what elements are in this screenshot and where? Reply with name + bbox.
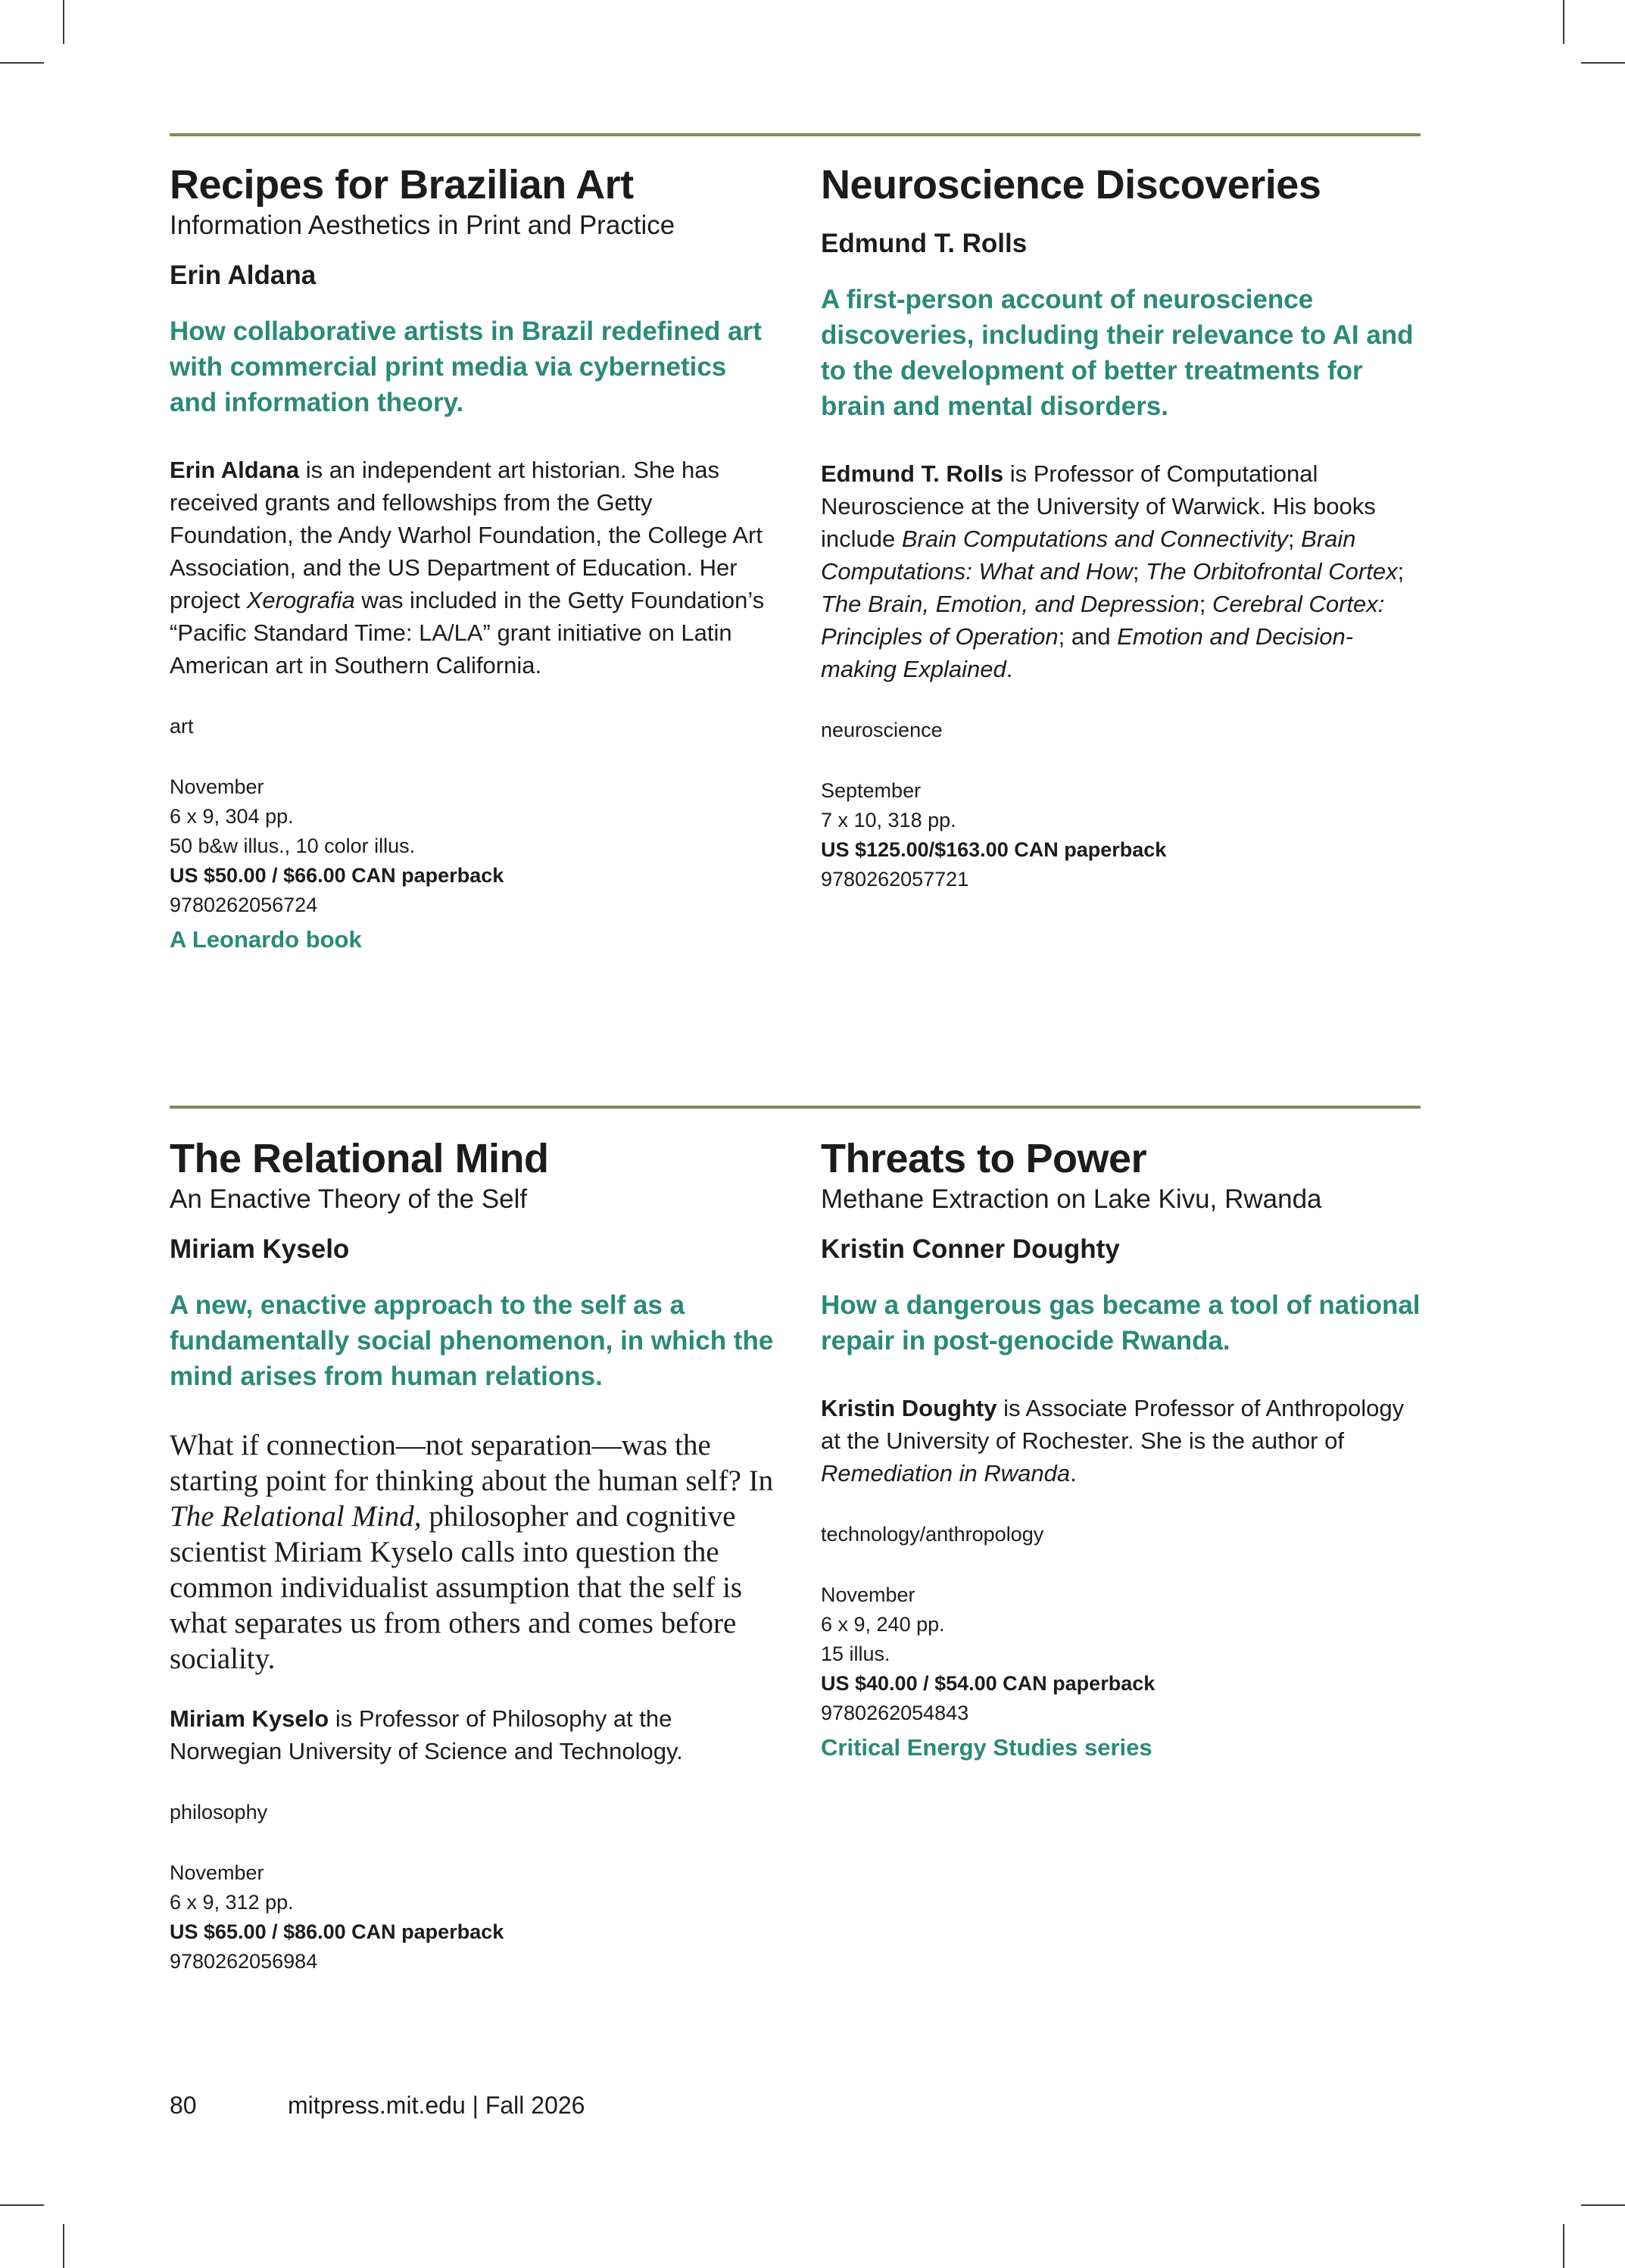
subject-category: philosophy bbox=[170, 1801, 268, 1823]
price: US $50.00 / $66.00 CAN paperback bbox=[170, 864, 504, 887]
isbn: 9780262056984 bbox=[170, 1950, 318, 1973]
bio-title: Emotion and Decision-making Explained bbox=[821, 623, 1354, 682]
crop-mark bbox=[1581, 62, 1625, 64]
pub-month: November bbox=[821, 1583, 915, 1606]
book-author: Kristin Conner Doughty bbox=[821, 1234, 1120, 1264]
book-title: The Relational Mind bbox=[170, 1136, 549, 1181]
bio-text: was included in the Getty Foundation’s “Pacific Standard Time: LA/LA” grant initiative on Latin American art in Southern California. bbox=[170, 587, 765, 679]
page-number: 80 bbox=[170, 2092, 197, 2119]
trim-size-pages: 6 x 9, 240 pp. bbox=[821, 1613, 945, 1636]
bio-text: ; bbox=[1199, 591, 1212, 617]
trim-size-pages: 6 x 9, 304 pp. bbox=[170, 805, 294, 828]
subject-category: neuroscience bbox=[821, 719, 943, 741]
footer-site-link[interactable]: mitpress.mit.edu | Fall 2026 bbox=[288, 2092, 585, 2119]
pub-month: September bbox=[821, 779, 922, 802]
book-tagline: How collaborative artists in Brazil redefined art with commercial print media via cybernetics and information theory. bbox=[170, 317, 762, 417]
book-tagline: A first-person account of neuroscience discoveries, including their relevance to AI and to the development of better treatments for brain and mental disorders. bbox=[821, 285, 1414, 421]
bio-text: . bbox=[1006, 656, 1013, 682]
book-subtitle: Methane Extraction on Lake Kivu, Rwanda bbox=[821, 1184, 1322, 1214]
series-link[interactable]: A Leonardo book bbox=[170, 926, 362, 953]
illustrations: 15 illus. bbox=[821, 1643, 890, 1665]
illustrations: 50 b&w illus., 10 color illus. bbox=[170, 835, 416, 857]
crop-mark bbox=[1563, 2224, 1564, 2268]
bio-title: Remediation in Rwanda bbox=[821, 1460, 1071, 1487]
bio-text: ; bbox=[1132, 558, 1146, 585]
series-link[interactable]: Critical Energy Studies series bbox=[821, 1734, 1152, 1761]
subject-category: technology/anthropology bbox=[821, 1523, 1044, 1546]
bio-title: Cerebral Cortex: Principles of Operation bbox=[821, 591, 1385, 650]
trim-size-pages: 7 x 10, 318 pp. bbox=[821, 809, 956, 831]
book-entry bbox=[821, 1136, 1427, 1763]
bio-text: is Professor of Philosophy at the Norwegian University of Science and Technology. bbox=[170, 1705, 683, 1764]
author-bio bbox=[170, 454, 775, 682]
description-title: The Relational Mind, bbox=[170, 1500, 422, 1533]
bio-title: The Brain, Emotion, and Depression bbox=[821, 591, 1199, 617]
isbn: 9780262054843 bbox=[821, 1702, 969, 1724]
bio-title: Brain Computations and Connectivity bbox=[901, 526, 1288, 552]
price: US $40.00 / $54.00 CAN paperback bbox=[821, 1672, 1156, 1695]
crop-mark bbox=[63, 2224, 64, 2268]
price: US $125.00/$163.00 CAN paperback bbox=[821, 838, 1167, 861]
trim-size-pages: 6 x 9, 312 pp. bbox=[170, 1891, 294, 1914]
bio-author-name: Edmund T. Rolls bbox=[821, 460, 1004, 487]
isbn: 9780262057721 bbox=[821, 868, 969, 891]
bio-author-name: Miriam Kyselo bbox=[170, 1705, 329, 1732]
author-bio bbox=[170, 1702, 775, 1767]
book-subtitle: Information Aesthetics in Print and Practice bbox=[170, 211, 675, 240]
bio-text: is Professor of Computational Neuroscience at the University of Warwick. His books include bbox=[821, 460, 1376, 552]
bio-author-name: Erin Aldana bbox=[170, 457, 300, 483]
book-tagline: A new, enactive approach to the self as a fundamentally social phenomenon, in which the mind arises from human relations. bbox=[170, 1290, 774, 1391]
bio-text: is Associate Professor of Anthropology at the University of Rochester. She is the author of bbox=[821, 1395, 1405, 1454]
crop-mark bbox=[0, 62, 44, 64]
crop-mark bbox=[1563, 0, 1564, 44]
bio-text: ; bbox=[1397, 558, 1405, 585]
price: US $65.00 / $86.00 CAN paperback bbox=[170, 1920, 504, 1943]
crop-mark bbox=[1581, 2204, 1625, 2206]
book-entry bbox=[170, 1136, 775, 1976]
subject-category: art bbox=[170, 715, 194, 738]
bio-title: Xerografia bbox=[246, 587, 355, 613]
section-rule bbox=[170, 1106, 1421, 1109]
bio-text: ; and bbox=[1058, 623, 1118, 650]
pub-month: November bbox=[170, 1861, 264, 1884]
book-title: Threats to Power bbox=[821, 1136, 1147, 1181]
bio-text: . bbox=[1070, 1460, 1077, 1487]
isbn: 9780262056724 bbox=[170, 894, 318, 916]
bio-author-name: Kristin Doughty bbox=[821, 1395, 997, 1421]
book-entry bbox=[821, 162, 1427, 894]
bio-title: The Orbitofrontal Cortex bbox=[1146, 558, 1398, 585]
crop-mark bbox=[63, 0, 64, 44]
book-author: Miriam Kyselo bbox=[170, 1234, 350, 1264]
pub-month: November bbox=[170, 775, 264, 798]
author-bio bbox=[821, 1392, 1427, 1490]
description-text: What if connection—not separation—was the starting point for thinking about the human self? In bbox=[170, 1429, 774, 1497]
book-description bbox=[170, 1427, 775, 1677]
bio-text: ; bbox=[1287, 526, 1302, 552]
section-rule bbox=[170, 133, 1421, 136]
description-text: philosopher and cognitive scientist Miriam Kyselo calls into question the common individualist assumption that the self is what separates us from others and comes before sociality. bbox=[170, 1500, 743, 1675]
book-author: Edmund T. Rolls bbox=[821, 229, 1028, 258]
publication-details bbox=[821, 776, 1427, 894]
author-bio bbox=[821, 457, 1427, 685]
bio-title: Brain Computations: What and How bbox=[821, 526, 1356, 585]
bio-text: is an independent art historian. She has received grants and fellowships from the Getty Foundation, the Andy Warhol Foundation, the College Art Association, and the US Department of Education. Her project bbox=[170, 457, 763, 613]
book-author: Erin Aldana bbox=[170, 260, 317, 290]
book-subtitle: An Enactive Theory of the Self bbox=[170, 1184, 528, 1214]
book-tagline: How a dangerous gas became a tool of national repair in post-genocide Rwanda. bbox=[821, 1290, 1421, 1355]
book-entry bbox=[170, 162, 775, 955]
publication-details bbox=[170, 1858, 775, 1976]
publication-details bbox=[821, 1580, 1427, 1728]
book-title: Recipes for Brazilian Art bbox=[170, 162, 634, 207]
publication-details bbox=[170, 772, 775, 920]
book-title: Neuroscience Discoveries bbox=[821, 162, 1321, 207]
crop-mark bbox=[0, 2204, 44, 2206]
